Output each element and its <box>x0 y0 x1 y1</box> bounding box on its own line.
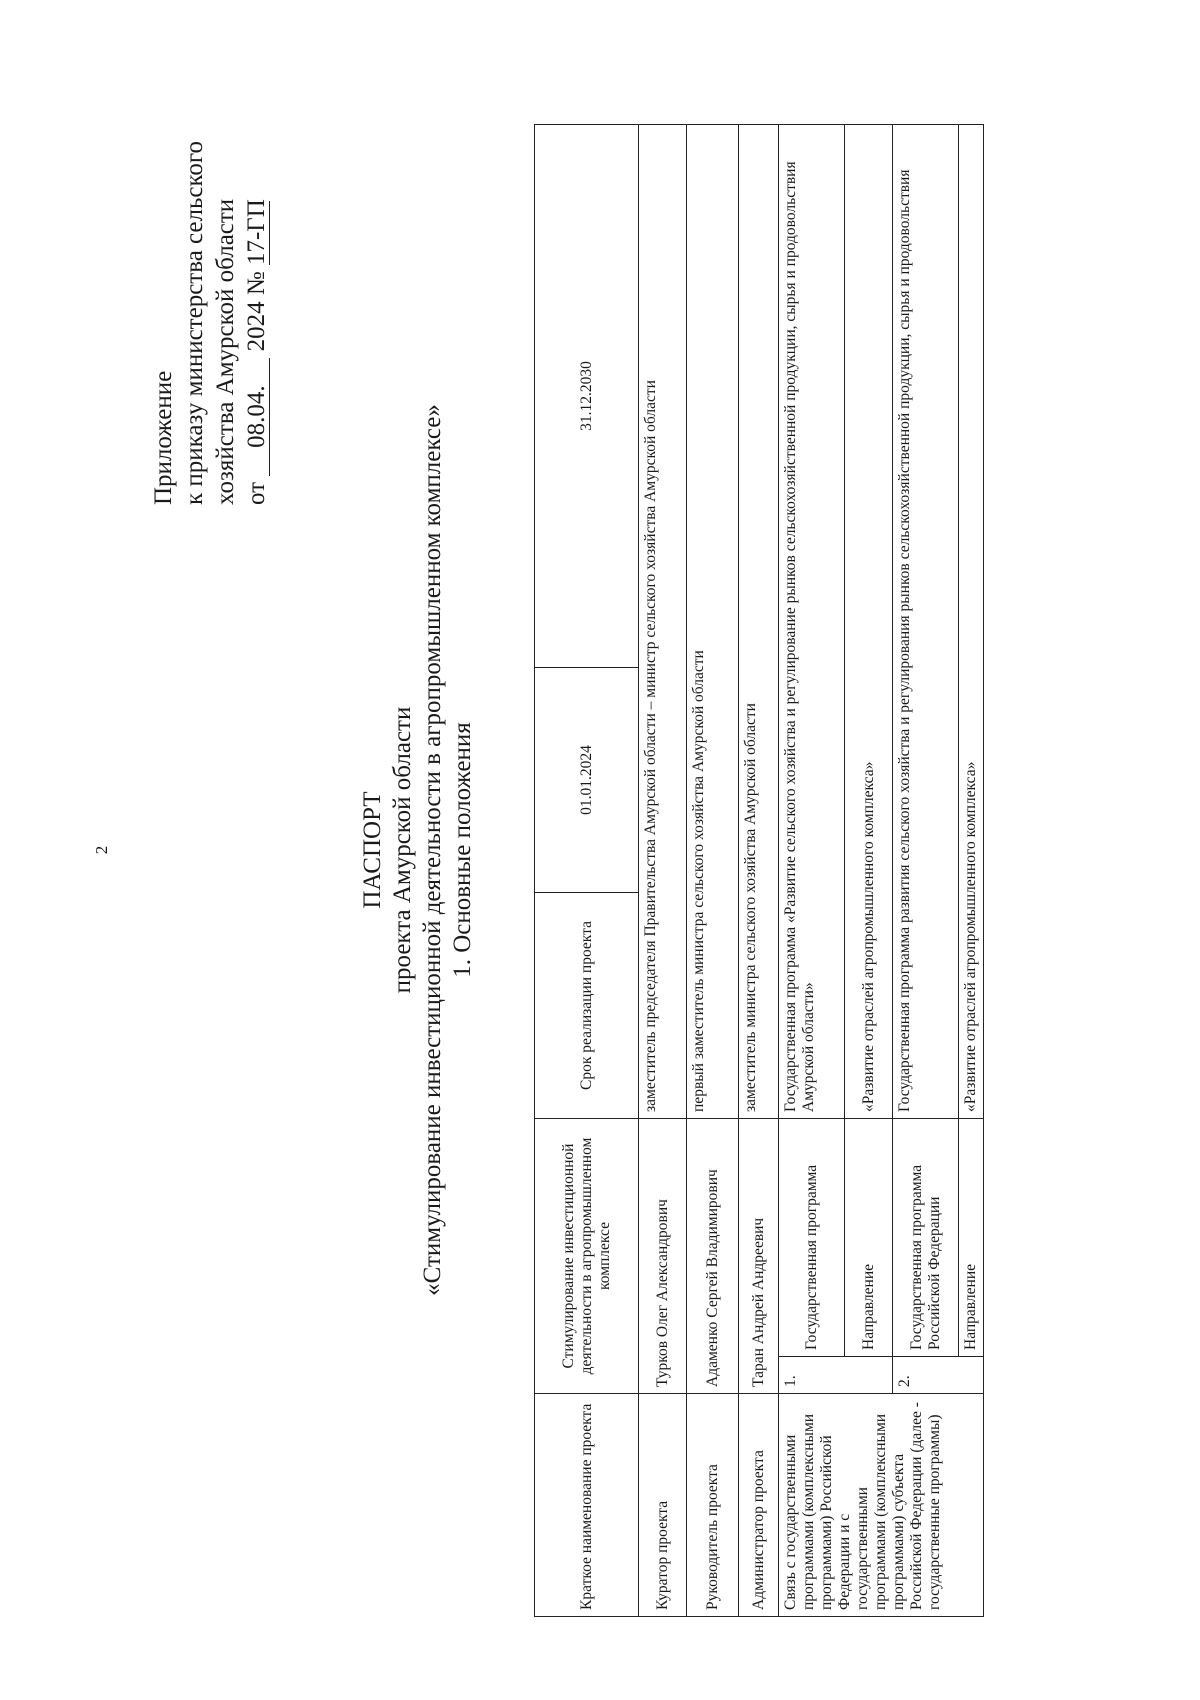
link-1-program-value: Государственная программа «Развитие сельского хозяйства и регулирование рынков сельскохозяйственной продукции, сырья и продовольствия Амурской области» <box>779 124 845 1118</box>
table-row <box>779 124 845 1616</box>
order-date: 08.04. <box>245 358 270 476</box>
link-2-program-value: Государственная программа развития сельского хозяйства и регулирования рынков сельскохозяйственной продукции, сырья и продовольствия <box>893 124 959 1118</box>
title-project-name: «Стимулирование инвестиционной деятельности в агропромышленном комплексе» <box>419 404 446 1296</box>
administrator-position: заместитель министра сельского хозяйства Амурской области <box>739 124 779 1118</box>
title-project-region: проекта Амурской области <box>389 706 416 994</box>
appendix-title: Приложение <box>150 370 177 505</box>
curator-position: заместитель председателя Правительства Амурской области – министр сельского хозяйства Амурской области <box>639 124 687 1118</box>
link-number-2: 2. <box>893 1357 984 1394</box>
link-1-direction-value: «Развитие отраслей агропромышленного комплекса» <box>845 124 893 1118</box>
passport-table <box>534 124 984 1617</box>
end-date: 31.12.2030 <box>535 124 639 667</box>
table-row <box>639 124 687 1616</box>
order-year: 2024 <box>243 301 270 352</box>
short-name-value: Стимулирование инвестиционной деятельности в агропромышленном комплексе <box>535 1118 639 1393</box>
period-label: Срок реализации проекта <box>535 892 639 1118</box>
title-passport: ПАСПОРТ <box>359 791 386 909</box>
appendix-date-line <box>241 85 272 505</box>
table-row <box>687 124 739 1616</box>
program-links-label: Связь с государственными программами (комплексными программами) Российской Федерации и с государственными программами (комплексными программами) субъекта Российской Федерации (далее - государственные программы) <box>779 1394 984 1617</box>
link-number-1: 1. <box>779 1357 893 1394</box>
page-number: 2 <box>92 845 111 855</box>
appendix-order-line: к приказу министерства сельского <box>181 140 208 505</box>
link-1-direction-label: Направление <box>845 1118 893 1356</box>
link-1-program-label: Государственная программа <box>779 1118 845 1356</box>
appendix-ministry-line: хозяйства Амурской области <box>212 198 239 505</box>
start-date: 01.01.2024 <box>535 667 639 892</box>
short-name-label: Краткое наименование проекта <box>535 1394 639 1617</box>
number-sign: № <box>243 271 270 296</box>
curator-person: Турков Олег Александрович <box>639 1118 687 1393</box>
document-title <box>358 0 478 1700</box>
table-row <box>893 124 959 1616</box>
administrator-person: Таран Андрей Андреевич <box>739 1118 779 1393</box>
appendix-header <box>148 85 272 505</box>
link-2-program-label: Государственная программа Российской Федерации <box>893 1118 959 1356</box>
manager-person: Адаменко Сергей Владимирович <box>687 1118 739 1393</box>
order-number: 17-ГП <box>243 199 270 266</box>
manager-label: Руководитель проекта <box>687 1394 739 1617</box>
administrator-label: Администратор проекта <box>739 1394 779 1617</box>
link-2-direction-label: Направление <box>959 1118 984 1356</box>
curator-label: Куратор проекта <box>639 1394 687 1617</box>
manager-position: первый заместитель министра сельского хозяйства Амурской области <box>687 124 739 1118</box>
link-2-direction-value: «Развитие отраслей агропромышленного комплекса» <box>959 124 984 1118</box>
from-label: от <box>243 481 270 505</box>
section-heading: 1. Основные положения <box>449 722 476 978</box>
table-row <box>739 124 779 1616</box>
table-row <box>535 124 639 1616</box>
